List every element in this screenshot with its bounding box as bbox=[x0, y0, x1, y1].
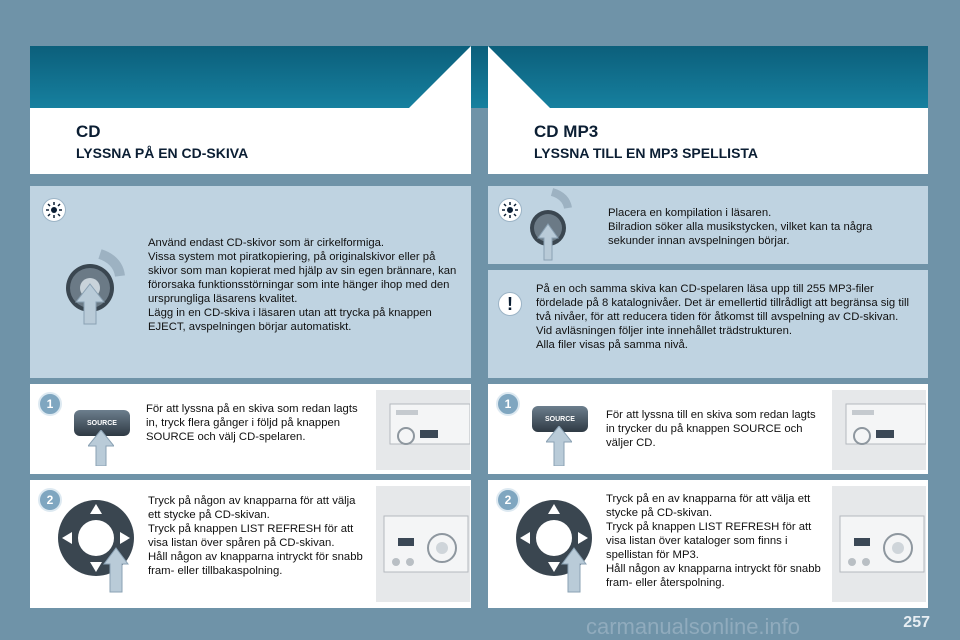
left-subtitle: LYSSNA PÅ EN CD-SKIVA bbox=[76, 145, 249, 161]
left-info-text: Använd endast CD-skivor som är cirkelformiga. Vissa system mot piratkopiering, på originalskivor eller på skivor som man kopierat med hjälp av sin egen brännare, kan förorsaka funktionsstörningar som inte hänger ihop med den ursprungliga läsarens kvalitet. Lägg in en CD-skiva i läsaren utan att trycka på knappen EJECT, avspelningen börjar automatiskt. bbox=[148, 237, 457, 333]
source-button-illustration: SOURCE bbox=[532, 406, 588, 432]
right-info-panel bbox=[488, 186, 928, 264]
sun-icon bbox=[42, 198, 66, 222]
radio-illustration bbox=[832, 486, 926, 602]
sun-icon bbox=[498, 198, 522, 222]
right-step2-text: Tryck på en av knapparna för att välja ett stycke på CD-skivan. Tryck på knappen LIST REFRESH för att visa listan över kataloger som finns i spellistan för MP3. Håll någon av knapparna intryckt för snabb fram- eller återspolning. bbox=[606, 493, 821, 589]
right-title: CD MP3 bbox=[534, 122, 599, 141]
up-arrow-icon bbox=[546, 426, 572, 466]
radio-illustration bbox=[376, 486, 470, 602]
warning-icon: ! bbox=[498, 292, 522, 316]
left-title: CD bbox=[76, 122, 101, 141]
step-number-badge: 2 bbox=[496, 488, 520, 512]
source-button-illustration: SOURCE bbox=[74, 410, 130, 436]
cd-insert-icon bbox=[60, 246, 130, 326]
up-arrow-icon bbox=[88, 430, 114, 466]
left-info-panel bbox=[30, 186, 471, 378]
direction-pad-icon bbox=[54, 494, 138, 594]
right-step1-text: För att lyssna till en skiva som redan lagts in trycker du på knappen SOURCE och väljer CD. bbox=[606, 409, 816, 449]
cd-insert-icon bbox=[524, 188, 574, 262]
right-info-text: Placera en kompilation i läsaren. Bilradion söker alla musikstycken, vilket kan ta några sekunder innan avspelningen börjar. bbox=[608, 207, 873, 247]
page-number: 257 bbox=[903, 614, 930, 631]
right-step1-panel bbox=[488, 384, 928, 474]
step-number-badge: 1 bbox=[38, 392, 62, 416]
step-number-badge: 2 bbox=[38, 488, 62, 512]
step-number-badge: 1 bbox=[496, 392, 520, 416]
left-header bbox=[30, 108, 471, 174]
right-step2-panel bbox=[488, 480, 928, 608]
watermark: carmanualsonline.info bbox=[586, 614, 801, 639]
right-subtitle: LYSSNA TILL EN MP3 SPELLISTA bbox=[534, 145, 759, 161]
radio-illustration bbox=[832, 390, 926, 470]
left-step1-text: För att lyssna på en skiva som redan lagts in, tryck flera gånger i följd på knappen SOURCE och välj CD-spelaren. bbox=[146, 403, 358, 443]
right-warning-panel bbox=[488, 270, 928, 378]
direction-pad-icon bbox=[512, 494, 596, 594]
left-step1-panel bbox=[30, 384, 471, 474]
left-step2-panel bbox=[30, 480, 471, 608]
top-banner bbox=[30, 46, 928, 108]
radio-illustration bbox=[376, 390, 470, 470]
right-warning-text: På en och samma skiva kan CD-spelaren läsa upp till 255 MP3-filer fördelade på 8 katalognivåer. Det är emellertid tillrådligt att begränsa sig till två nivåer, för att reducera tiden för åtkomst till avspelning av CD-skivan. Vid avläsningen följer inte innehållet trädstrukturen. Alla filer visas på samma nivå. bbox=[536, 283, 910, 351]
left-step2-text: Tryck på någon av knapparna för att välja ett stycke på CD-skivan. Tryck på knappen LIST REFRESH för att visa listan över spåren på CD-skivan. Håll någon av knapparna intryckt för snabb fram- eller tillbakaspolning. bbox=[148, 495, 363, 577]
right-header bbox=[488, 108, 928, 174]
